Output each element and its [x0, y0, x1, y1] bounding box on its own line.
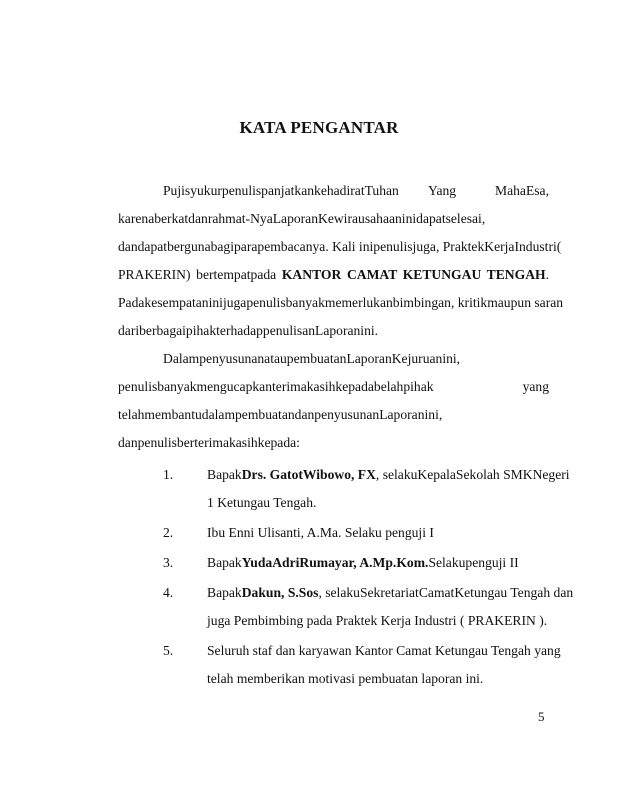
paragraph1-line1: [163, 182, 549, 200]
list-item-number: 2.: [163, 525, 174, 540]
list-item-post: Selakupenguji II: [428, 555, 519, 570]
list-item-number: 4.: [163, 585, 174, 600]
list-item-number: 1.: [163, 467, 174, 482]
page-title: KATA PENGANTAR: [239, 118, 399, 137]
paragraph1-line5: Padakesempataninijugapenulisbanyakmemerlukanbimbingan, kritikmaupun saran: [118, 295, 564, 310]
paragraph1-line6: dariberbagaipihakterhadappenulisanLaporanini.: [118, 323, 379, 338]
list-item-bold: Dakun, S.Sos: [241, 585, 319, 600]
paragraph2-line2: [118, 378, 549, 396]
list-item-text: [207, 466, 570, 484]
paragraph2-line4: danpenulisberterimakasihkepada:: [118, 435, 300, 450]
list-item-text: Seluruh staf dan karyawan Kantor Camat Ketungau Tengah yang: [207, 643, 561, 658]
list-item-post: , selakuKepalaSekolah SMKNegeri: [375, 467, 570, 482]
paragraph1-line1-c: MahaEsa,: [495, 183, 549, 198]
paragraph1-line1-a: Pujisyukurpenulispanjatkankehadirat​Tuhan: [163, 183, 399, 198]
list-item-pre: Bapak: [207, 467, 242, 482]
paragraph1-line3: dandapatbergunabagiparapembacanya. Kali inipenulisjuga, PraktekKerjaIndustri(: [118, 239, 562, 254]
page-number: 5: [538, 709, 545, 724]
paragraph1-line2: karenaberkatdanrahmat-NyaLaporanKewirausahaaninidapatselesai,: [118, 211, 486, 226]
list-item-text: Ibu Enni Ulisanti, A.Ma. Selaku penguji I: [207, 525, 434, 540]
list-item-continuation: telah memberikan motivasi pembuatan laporan ini.: [207, 671, 484, 686]
paragraph2-line3: telahmembantudalampembuatandanpenyusunanLaporanini,: [118, 407, 443, 422]
paragraph1-line4-bold: KANTOR CAMAT KETUNGAU TENGAH: [281, 267, 546, 282]
list-item-continuation: juga Pembimbing pada Praktek Kerja Industri ( PRAKERIN ).: [207, 613, 548, 628]
paragraph2-line1: DalampenyusunanataupembuatanLaporanKejuruanini,: [163, 351, 461, 366]
list-item-bold: Drs. GatotWibowo, FX: [241, 467, 376, 482]
paragraph1-line1-b: Yang: [428, 183, 457, 198]
list-item-post: , selakuSekretariatCamatKetungau Tengah dan: [318, 585, 574, 600]
list-item-pre: Bapak: [207, 585, 242, 600]
list-item-text: [207, 554, 549, 572]
list-item-bold: YudaAdriRumayar, A.Mp.Kom.: [241, 555, 429, 570]
list-item-number: 5.: [163, 643, 174, 658]
paragraph1-line4: [118, 266, 549, 284]
list-item-pre: Bapak: [207, 555, 242, 570]
paragraph1-line4-pre: PRAKERIN) bertempatpada: [118, 267, 282, 282]
paragraph2-line2-b: yang: [522, 379, 549, 394]
list-item-number: 3.: [163, 555, 174, 570]
list-item-continuation: 1 Ketungau Tengah.: [207, 495, 317, 510]
paragraph2-line2-a: penulisbanyakmengucapkanterimakasihkepadabelahpihak: [118, 379, 434, 394]
list-item-text: [207, 584, 574, 602]
paragraph1-line4-post: .: [545, 267, 549, 282]
